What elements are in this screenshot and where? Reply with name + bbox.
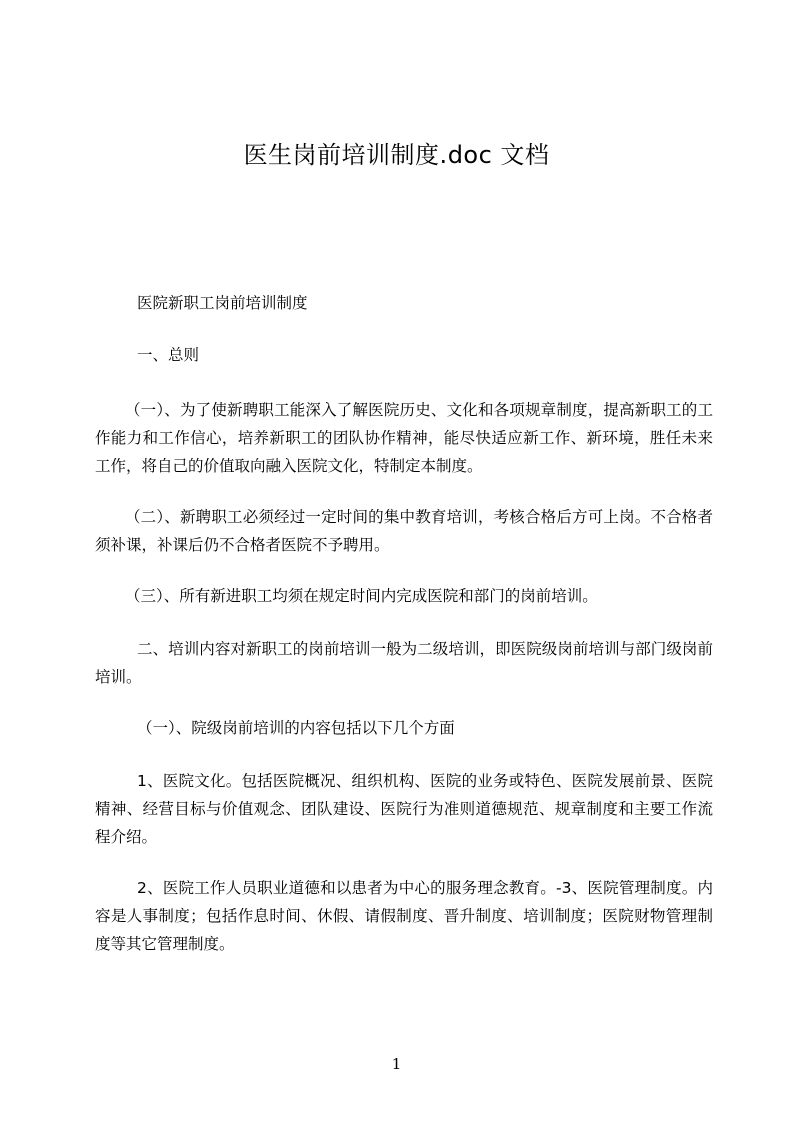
paragraph-general-2: （二）、新聘职工必须经过一定时间的集中教育培训，考核合格后方可上岗。不合格者须补课，补课后仍不合格者医院不予聘用。 bbox=[95, 508, 713, 554]
paragraph-general-1: （一）、为了使新聘职工能深入了解医院历史、文化和各项规章制度，提高新职工的工作能力和工作信心，培养新职工的团队协作精神，能尽快适应新工作、新环境，胜任未来工作，将自己的价值取向融入医院文化，特制定本制度。 bbox=[95, 401, 713, 475]
paragraph-hospital-level-intro: （一）、院级岗前培训的内容包括以下几个方面 bbox=[137, 719, 455, 737]
paragraph-item-1-culture: 1、医院文化。包括医院概况、组织机构、医院的业务或特色、医院发展前景、医院精神、经营目标与价值观念、团队建设、医院行为准则道德规范、规章制度和主要工作流程介绍。 bbox=[95, 772, 713, 846]
page-number: 1 bbox=[391, 1055, 402, 1073]
section-heading-training-content: 二、培训内容对新职工的岗前培训一般为二级培训，即医院级岗前培训与部门级岗前培训。 bbox=[95, 640, 713, 686]
section-heading-general: 一、总则 bbox=[137, 346, 200, 364]
document-title: 医生岗前培训制度.doc 文档 bbox=[243, 141, 550, 169]
paragraph-item-2-ethics: 2、医院工作人员职业道德和以患者为中心的服务理念教育。-3、医院管理制度。内容是人事制度；包括作息时间、休假、请假制度、晋升制度、培训制度；医院财物管理制度等其它管理制度。 bbox=[95, 879, 713, 953]
paragraph-general-3: （三）、所有新进职工均须在规定时间内完成医院和部门的岗前培训。 bbox=[125, 587, 598, 605]
subtitle-paragraph: 医院新职工岗前培训制度 bbox=[137, 294, 308, 312]
